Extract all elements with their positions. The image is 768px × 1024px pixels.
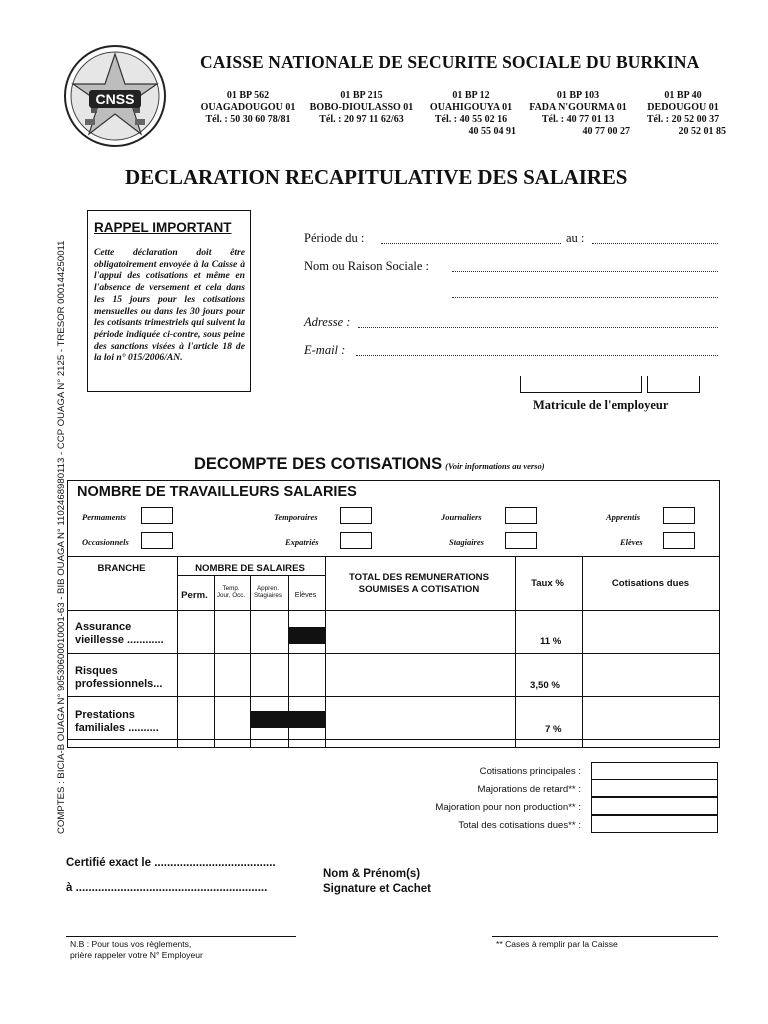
nom-field-line2[interactable]: [452, 297, 718, 298]
nom-label: Nom ou Raison Sociale :: [304, 259, 429, 273]
footer-rule-right: [492, 936, 718, 937]
office-tel: Tél. : 20 97 11 62/63: [319, 114, 404, 125]
total-cotisations-field[interactable]: [591, 815, 718, 833]
apprentis-box[interactable]: [663, 507, 695, 524]
header-appren: [249, 585, 287, 599]
row-divider: [68, 739, 719, 740]
header-total-remunerations: [324, 572, 514, 596]
office-bp: 01 BP 12: [452, 90, 490, 101]
permanents-box[interactable]: [141, 507, 173, 524]
row-label-line1: Prestations: [75, 709, 135, 721]
journaliers-label: Journaliers: [441, 512, 482, 522]
office-city: BOBO-DIOULASSO 01: [309, 102, 414, 113]
signature-cachet-label: Signature et Cachet: [323, 883, 431, 895]
office-tel: Tél. : 50 30 60 78/81: [205, 114, 291, 125]
header-total-line2: SOUMISES A COTISATION: [358, 584, 480, 595]
header-eleves: Elèves: [294, 590, 317, 599]
col-divider: [177, 556, 178, 748]
row-risques-professionnels: [75, 665, 162, 691]
expatries-box[interactable]: [340, 532, 372, 549]
nb-line2: prière rappeler votre N° Employeur: [70, 950, 203, 960]
footer-rule-left: [66, 936, 296, 937]
lieu-field[interactable]: à ............................................................: [66, 882, 268, 894]
office-ouagadougou: [195, 90, 301, 126]
email-label: E-mail :: [304, 343, 346, 357]
office-bp: 01 BP 562: [226, 90, 270, 101]
header-temp-line1: Temp.: [222, 585, 240, 592]
office-bobo: [305, 90, 418, 126]
office-tel: Tél. : 40 55 02 16: [434, 114, 508, 125]
cases-note: ** Cases à remplir par la Caisse: [496, 939, 618, 949]
rappel-text: Cette déclaration doit être obligatoirement envoyée à la Caisse à l'appui des cotisations et même en l'absence de versement et cela dans les 15 jours pour les cotisations mensuelles ou dans les 30 jours pour les cotisants trimestriels qui suivent la période indiquée ci-contre, sous peine des sanctions visées à l'article 18 de la loi n° 015/2006/AN.: [94, 247, 245, 364]
rappel-title: RAPPEL IMPORTANT: [94, 220, 232, 235]
row-label-line2: familiales ..........: [75, 722, 159, 734]
header-total-line1: TOTAL DES REMUNERATIONS: [348, 572, 489, 583]
nombre-travailleurs-title: NOMBRE DE TRAVAILLEURS SALARIES: [77, 484, 357, 500]
logo-text: CNSS: [89, 90, 141, 108]
matricule-field[interactable]: [520, 376, 698, 394]
row-divider: [68, 696, 719, 697]
matricule-segment-1: [520, 376, 642, 393]
office-bp: 01 BP 40: [664, 90, 702, 101]
row-label-line1: Assurance: [75, 621, 132, 633]
nom-field[interactable]: [452, 271, 718, 272]
eleves-prestations-blocked: [288, 711, 325, 728]
cotisations-principales-field[interactable]: [591, 762, 718, 780]
matricule-segment-2: [647, 376, 700, 393]
header-nombre-salaires: NOMBRE DE SALAIRES: [195, 563, 305, 574]
header-taux: Taux %: [531, 578, 564, 589]
header-appren-line2: Stagiaires: [253, 592, 282, 599]
office-tel: Tél. : 20 52 00 37: [646, 114, 720, 125]
eleves-label: Elèves: [620, 537, 643, 547]
decompte-title: [194, 455, 545, 474]
taux-prestations: 7 %: [545, 724, 562, 735]
nb-line1: N.B : Pour tous vos règlements,: [70, 939, 192, 949]
organization-name: CAISSE NATIONALE DE SECURITE SOCIALE DU BURKINA: [200, 52, 700, 72]
header-perm: Perm.: [181, 590, 208, 601]
office-city: FADA N'GOURMA 01: [529, 102, 627, 113]
taux-risques: 3,50 %: [530, 680, 560, 691]
office-dedougou: [638, 90, 728, 138]
majoration-non-production-label: Majoration pour non production** :: [435, 802, 581, 813]
cnss-logo: [63, 44, 167, 148]
certifie-exact-field[interactable]: Certifié exact le ......................................: [66, 857, 276, 869]
decompte-note: (Voir informations au verso): [445, 461, 545, 471]
occasionnels-label: Occasionnels: [82, 537, 129, 547]
office-bp: 01 BP 215: [340, 90, 383, 101]
row-divider: [177, 575, 325, 576]
email-field[interactable]: [356, 355, 718, 356]
office-bp: 01 BP 103: [556, 90, 600, 101]
side-text: COMPTES : BICIA-B OUAGA N° 90530600010001-63 - BIB OUAGA N° 1102468980113 - CCP OUAGA N° 2125 - TRESOR 000144250011: [56, 240, 67, 834]
adresse-field[interactable]: [358, 327, 718, 328]
office-tel2: 20 52 01 85: [678, 126, 726, 137]
row-divider: [68, 556, 719, 557]
occasionnels-box[interactable]: [141, 532, 173, 549]
apprentis-label: Apprentis: [606, 512, 641, 522]
office-city: DEDOUGOU 01: [647, 102, 719, 113]
permanents-label: Permaments: [82, 512, 126, 522]
decompte-title-text: DECOMPTE DES COTISATIONS: [194, 455, 443, 473]
header-appren-line1: Appren.: [256, 585, 280, 592]
eleves-assurance-blocked: [288, 627, 325, 644]
document-title: DECLARATION RECAPITULATIVE DES SALAIRES: [125, 165, 628, 189]
temp-prestations-blocked: [250, 711, 288, 728]
periode-to-field[interactable]: [592, 243, 718, 244]
header-cotisations-dues: Cotisations dues: [611, 578, 690, 589]
cotisations-principales-label: Cotisations principales :: [479, 766, 581, 777]
majorations-retard-label: Majorations de retard** :: [477, 784, 581, 795]
expatries-label: Expatriés: [285, 537, 319, 547]
journaliers-box[interactable]: [505, 507, 537, 524]
office-tel2: 40 55 04 91: [468, 126, 516, 137]
office-ouahigouya: [424, 90, 518, 138]
row-label-line1: Risques: [75, 665, 118, 677]
row-label-line2: vieillesse ............: [75, 634, 164, 646]
stagiaires-box[interactable]: [505, 532, 537, 549]
row-assurance-vieillesse: [75, 621, 164, 647]
total-cotisations-label: Total des cotisations dues** :: [458, 820, 581, 831]
header-branche: BRANCHE: [97, 563, 146, 574]
row-divider: [68, 653, 719, 654]
row-divider: [68, 610, 719, 611]
periode-from-field[interactable]: [381, 243, 561, 244]
majoration-non-production-field[interactable]: [591, 797, 718, 815]
header-temp: [213, 585, 249, 599]
office-city: OUAGADOUGOU 01: [200, 102, 296, 113]
taux-assurance: 11 %: [540, 636, 562, 647]
row-prestations-familiales: [75, 709, 159, 735]
nom-prenom-label: Nom & Prénom(s): [323, 868, 421, 880]
matricule-label: Matricule de l'employeur: [533, 398, 669, 412]
nb-note: [70, 939, 203, 961]
header-temp-line2: Jour, Occ.: [216, 592, 246, 599]
row-label-line2: professionnels...: [75, 678, 163, 690]
eleves-box[interactable]: [663, 532, 695, 549]
temporaires-label: Temporaires: [274, 512, 318, 522]
stagiaires-label: Stagiaires: [449, 537, 484, 547]
majorations-retard-field[interactable]: [591, 779, 718, 797]
office-fada: [524, 90, 632, 138]
col-divider: [214, 575, 215, 748]
adresse-label: Adresse :: [304, 315, 351, 329]
au-label: au :: [566, 231, 585, 245]
office-tel: Tél. : 40 77 01 13: [541, 114, 615, 125]
office-tel2: 40 77 00 27: [582, 126, 630, 137]
rappel-important-box: [87, 210, 251, 392]
periode-label: Période du :: [304, 231, 365, 245]
office-city: OUAHIGOUYA 01: [429, 102, 513, 113]
temporaires-box[interactable]: [340, 507, 372, 524]
